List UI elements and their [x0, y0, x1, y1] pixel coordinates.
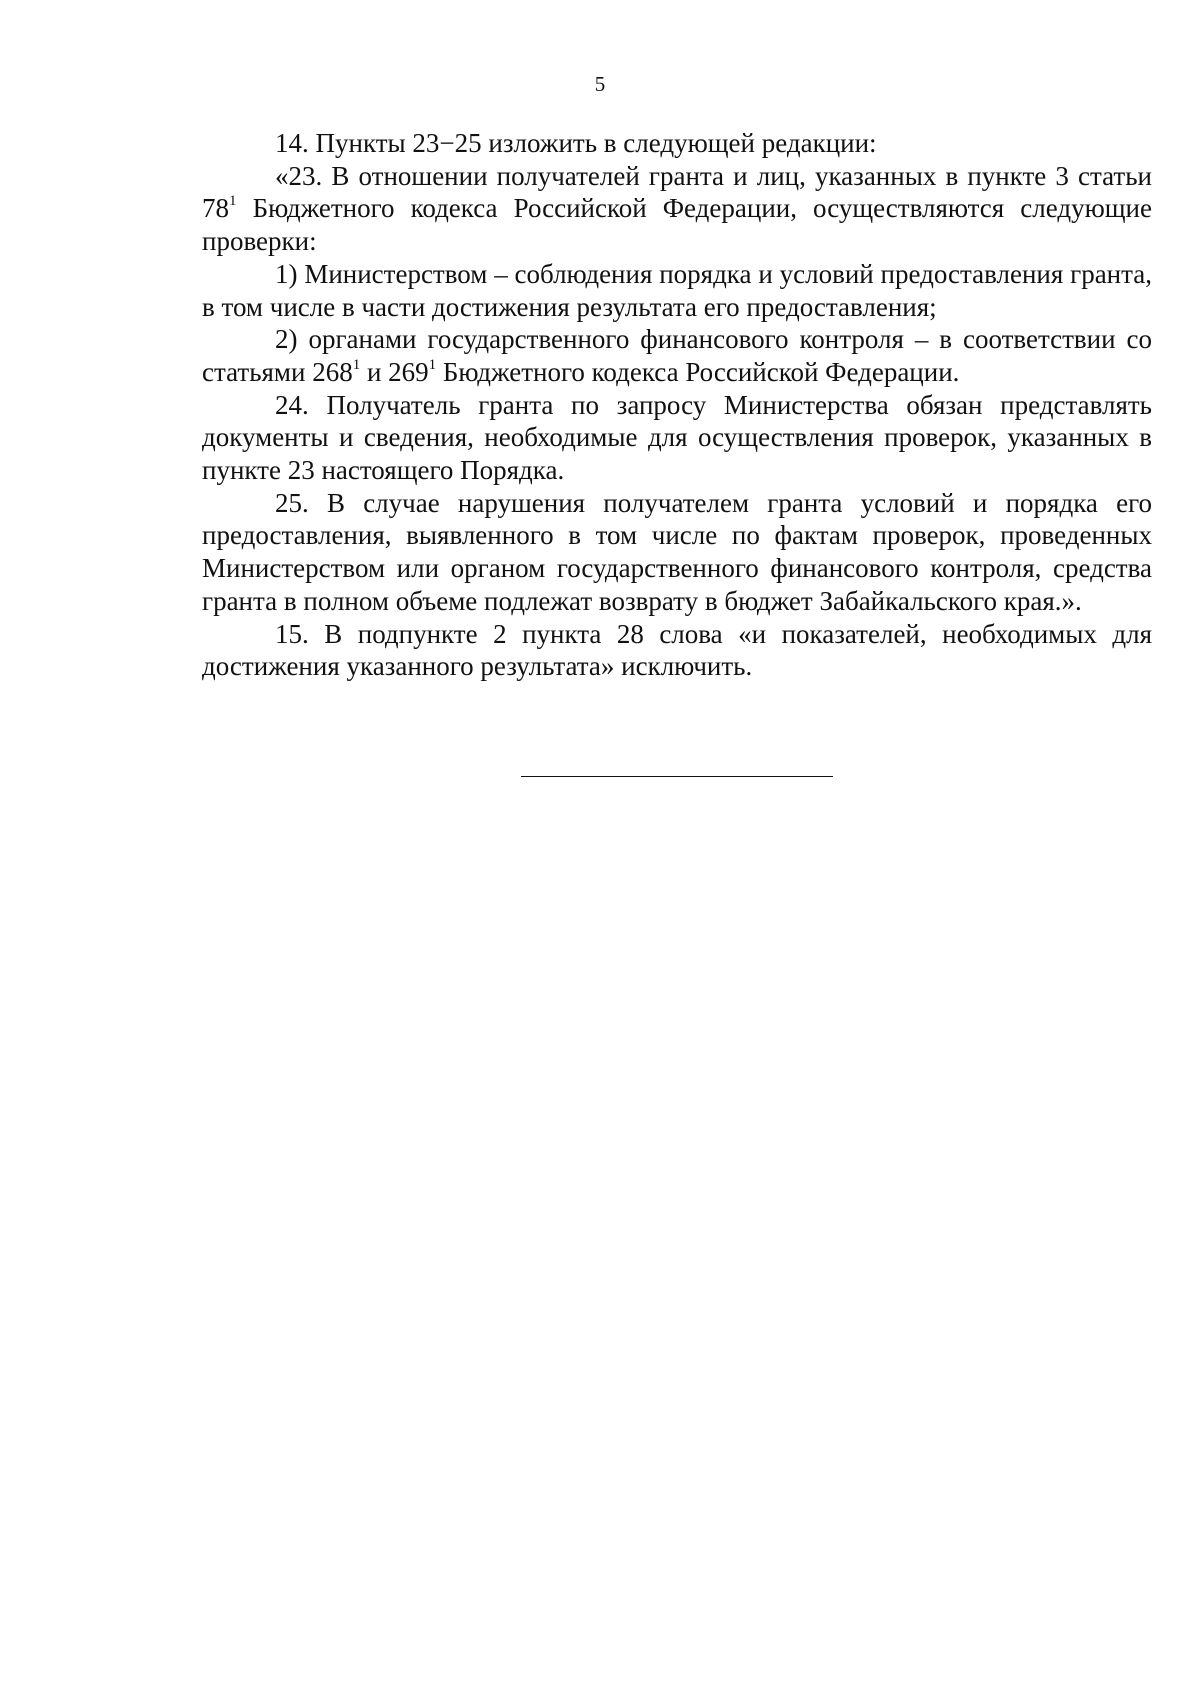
paragraph-subpoint-2-text-middle: и 269 [360, 356, 429, 387]
page-number: 5 [594, 72, 606, 96]
paragraph-subpoint-1: 1) Министерством – соблюдения порядка и условий предоставления гранта, в том числе в части достижения результата его предоставления; [202, 258, 1152, 322]
paragraph-point-23-text-start: «23. В отношении получателей гранта и лиц, указанных в пункте 3 статьи 78 [202, 160, 1152, 224]
paragraph-subpoint-2-text-end: Бюджетного кодекса Российской Федерации. [436, 356, 960, 387]
paragraph-point-23-text-end: Бюджетного кодекса Российской Федерации, осуществляются следующие проверки: [202, 193, 1152, 257]
paragraph-item-15: 15. В подпункте 2 пункта 28 слова «и показателей, необходимых для достижения указанного результата» исключить. [202, 618, 1152, 682]
article-superscript: 1 [352, 356, 361, 373]
paragraph-point-25: 25. В случае нарушения получателем гранта условий и порядка его предоставления, выявленного в том числе по фактам проверок, проведенных Министерством или органом государственного финансового контроля, средства гранта в полном объеме подлежат возврату в бюджет Забайкальского края.». [202, 487, 1152, 616]
article-superscript: 1 [229, 193, 237, 210]
document-body [202, 127, 1152, 683]
end-separator-line [521, 776, 833, 777]
paragraph-point-23 [202, 160, 1152, 258]
paragraph-item-14: 14. Пункты 23−25 изложить в следующей редакции: [275, 128, 877, 158]
paragraph-subpoint-2-text-start: 2) органами государственного финансового контроля – в соответствии со статьями 268 [202, 324, 1152, 387]
article-superscript: 1 [428, 356, 437, 373]
paragraph-point-24: 24. Получатель гранта по запросу Министерства обязан представлять документы и сведения, необходимые для осуществления проверок, указанных в пункте 23 настоящего Порядка. [202, 389, 1152, 486]
paragraph-subpoint-2 [202, 323, 1152, 388]
